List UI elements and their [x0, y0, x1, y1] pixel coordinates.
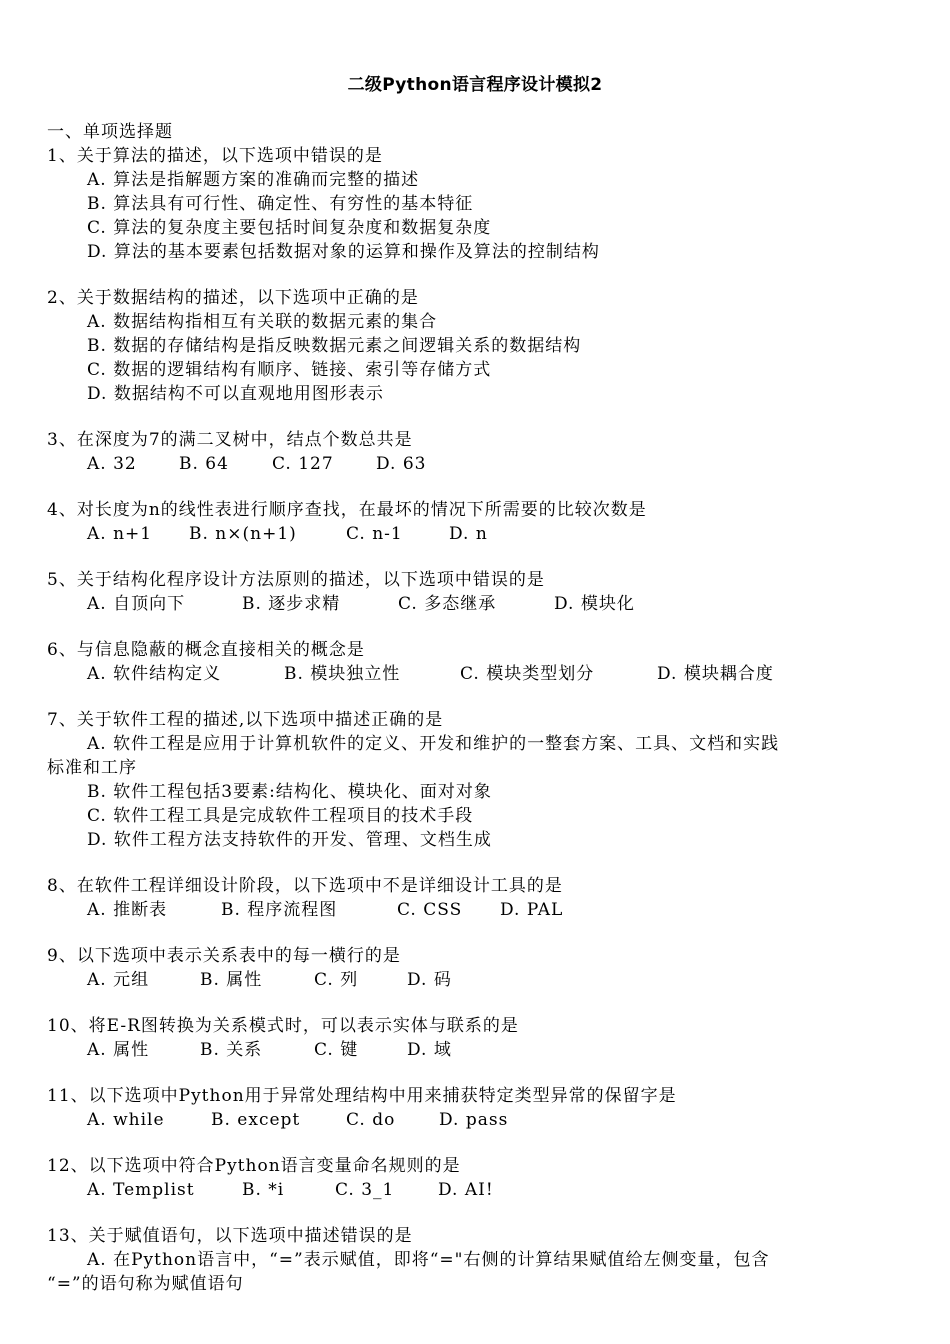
option-a: A. 软件结构定义 — [87, 664, 222, 684]
option-c: C. CSS — [397, 900, 463, 920]
option-d: D. 软件工程方法支持软件的开发、管理、文档生成 — [87, 830, 492, 850]
option-a: A. 32 — [87, 454, 137, 474]
option-c: C. 多态继承 — [398, 594, 497, 614]
option-c: C. n-1 — [346, 524, 403, 544]
options-row — [47, 522, 907, 546]
option-c: C. 127 — [272, 454, 334, 474]
option-b: B. 数据的存储结构是指反映数据元素之间逻辑关系的数据结构 — [87, 336, 582, 356]
option-d: D. 数据结构不可以直观地用图形表示 — [87, 384, 384, 404]
option-a-continued: “=”的语句称为赋值语句 — [47, 1274, 244, 1294]
option-b: B. 程序流程图 — [221, 900, 338, 920]
option-b: B. 逐步求精 — [242, 594, 341, 614]
question-9 — [47, 944, 907, 992]
options-row — [47, 452, 907, 476]
question-1 — [47, 144, 907, 264]
option-a: A. 数据结构指相互有关联的数据元素的集合 — [87, 312, 438, 332]
option-a: A. 推断表 — [87, 900, 168, 920]
question-stem: 1、关于算法的描述，以下选项中错误的是 — [47, 146, 383, 166]
option-a: A. 软件工程是应用于计算机软件的定义、开发和维护的一整套方案、工具、文档和实践 — [87, 734, 780, 754]
option-b: B. 属性 — [200, 970, 263, 990]
options-row — [47, 968, 907, 992]
options-row — [47, 662, 907, 686]
option-a: A. 在Python语言中，“=”表示赋值，即将“="右侧的计算结果赋值给左侧变量，包含 — [87, 1250, 770, 1270]
question-stem: 9、以下选项中表示关系表中的每一横行的是 — [47, 946, 401, 966]
question-4 — [47, 498, 907, 546]
question-stem: 2、关于数据结构的描述，以下选项中正确的是 — [47, 288, 419, 308]
option-b: B. n×(n+1) — [189, 524, 297, 544]
option-c: C. 键 — [314, 1040, 359, 1060]
option-a: A. 元组 — [87, 970, 150, 990]
option-c: C. 软件工程工具是完成软件工程项目的技术手段 — [87, 806, 474, 826]
question-13 — [47, 1224, 907, 1296]
option-d: D. 模块化 — [554, 594, 635, 614]
option-a: A. n+1 — [87, 524, 153, 544]
question-stem: 12、以下选项中符合Python语言变量命名规则的是 — [47, 1156, 461, 1176]
option-d: D. PAL — [500, 900, 564, 920]
options-row — [47, 1108, 907, 1132]
option-b: B. 关系 — [200, 1040, 263, 1060]
question-3 — [47, 428, 907, 476]
question-stem: 5、关于结构化程序设计方法原则的描述，以下选项中错误的是 — [47, 570, 545, 590]
option-d: D. pass — [439, 1110, 509, 1130]
option-c: C. do — [346, 1110, 396, 1130]
option-a: A. 属性 — [87, 1040, 150, 1060]
option-b: B. 算法具有可行性、确定性、有穷性的基本特征 — [87, 194, 474, 214]
question-5 — [47, 568, 907, 616]
option-d: D. 码 — [407, 970, 452, 990]
option-b: B. 64 — [179, 454, 229, 474]
option-d: D. 模块耦合度 — [657, 664, 774, 684]
question-list — [47, 120, 907, 1296]
question-8 — [47, 874, 907, 922]
question-stem: 7、关于软件工程的描述,以下选项中描述正确的是 — [47, 710, 444, 730]
option-a: A. 算法是指解题方案的准确而完整的描述 — [87, 170, 420, 190]
option-a: A. 自顶向下 — [87, 594, 186, 614]
options-row — [47, 1178, 907, 1202]
option-b: B. except — [211, 1110, 301, 1130]
question-12 — [47, 1154, 907, 1202]
option-a-continued: 标准和工序 — [47, 758, 137, 778]
option-c: C. 算法的复杂度主要包括时间复杂度和数据复杂度 — [87, 218, 492, 238]
option-c: C. 模块类型划分 — [460, 664, 595, 684]
question-2 — [47, 286, 907, 406]
option-d: D. 算法的基本要素包括数据对象的运算和操作及算法的控制结构 — [87, 242, 600, 262]
option-d: D. 63 — [376, 454, 427, 474]
option-b: B. 软件工程包括3要素:结构化、模块化、面对对象 — [87, 782, 492, 802]
options-row — [47, 898, 907, 922]
question-11 — [47, 1084, 907, 1132]
question-stem: 4、对长度为n的线性表进行顺序查找，在最坏的情况下所需要的比较次数是 — [47, 500, 647, 520]
option-d: D. AI! — [438, 1180, 494, 1200]
question-10 — [47, 1014, 907, 1062]
option-b: B. 模块独立性 — [284, 664, 401, 684]
option-c: C. 3_1 — [335, 1180, 395, 1200]
question-stem: 13、关于赋值语句，以下选项中描述错误的是 — [47, 1226, 413, 1246]
question-stem: 11、以下选项中Python用于异常处理结构中用来捕获特定类型异常的保留字是 — [47, 1086, 677, 1106]
question-stem: 3、在深度为7的满二叉树中，结点个数总共是 — [47, 430, 413, 450]
section-heading: 一、单项选择题 — [47, 122, 173, 142]
question-7 — [47, 708, 907, 852]
options-row — [47, 592, 907, 616]
option-a: A. Templist — [87, 1180, 195, 1200]
question-6 — [47, 638, 907, 686]
option-a: A. while — [87, 1110, 165, 1130]
option-c: C. 数据的逻辑结构有顺序、链接、索引等存储方式 — [87, 360, 492, 380]
option-d: D. n — [449, 524, 488, 544]
question-stem: 8、在软件工程详细设计阶段，以下选项中不是详细设计工具的是 — [47, 876, 563, 896]
question-stem: 6、与信息隐蔽的概念直接相关的概念是 — [47, 640, 365, 660]
option-b: B. *i — [242, 1180, 285, 1200]
options-row — [47, 1038, 907, 1062]
option-d: D. 域 — [407, 1040, 452, 1060]
option-c: C. 列 — [314, 970, 359, 990]
document-title: 二级Python语言程序设计模拟2 — [347, 75, 603, 95]
question-stem: 10、将E-R图转换为关系模式时，可以表示实体与联系的是 — [47, 1016, 519, 1036]
